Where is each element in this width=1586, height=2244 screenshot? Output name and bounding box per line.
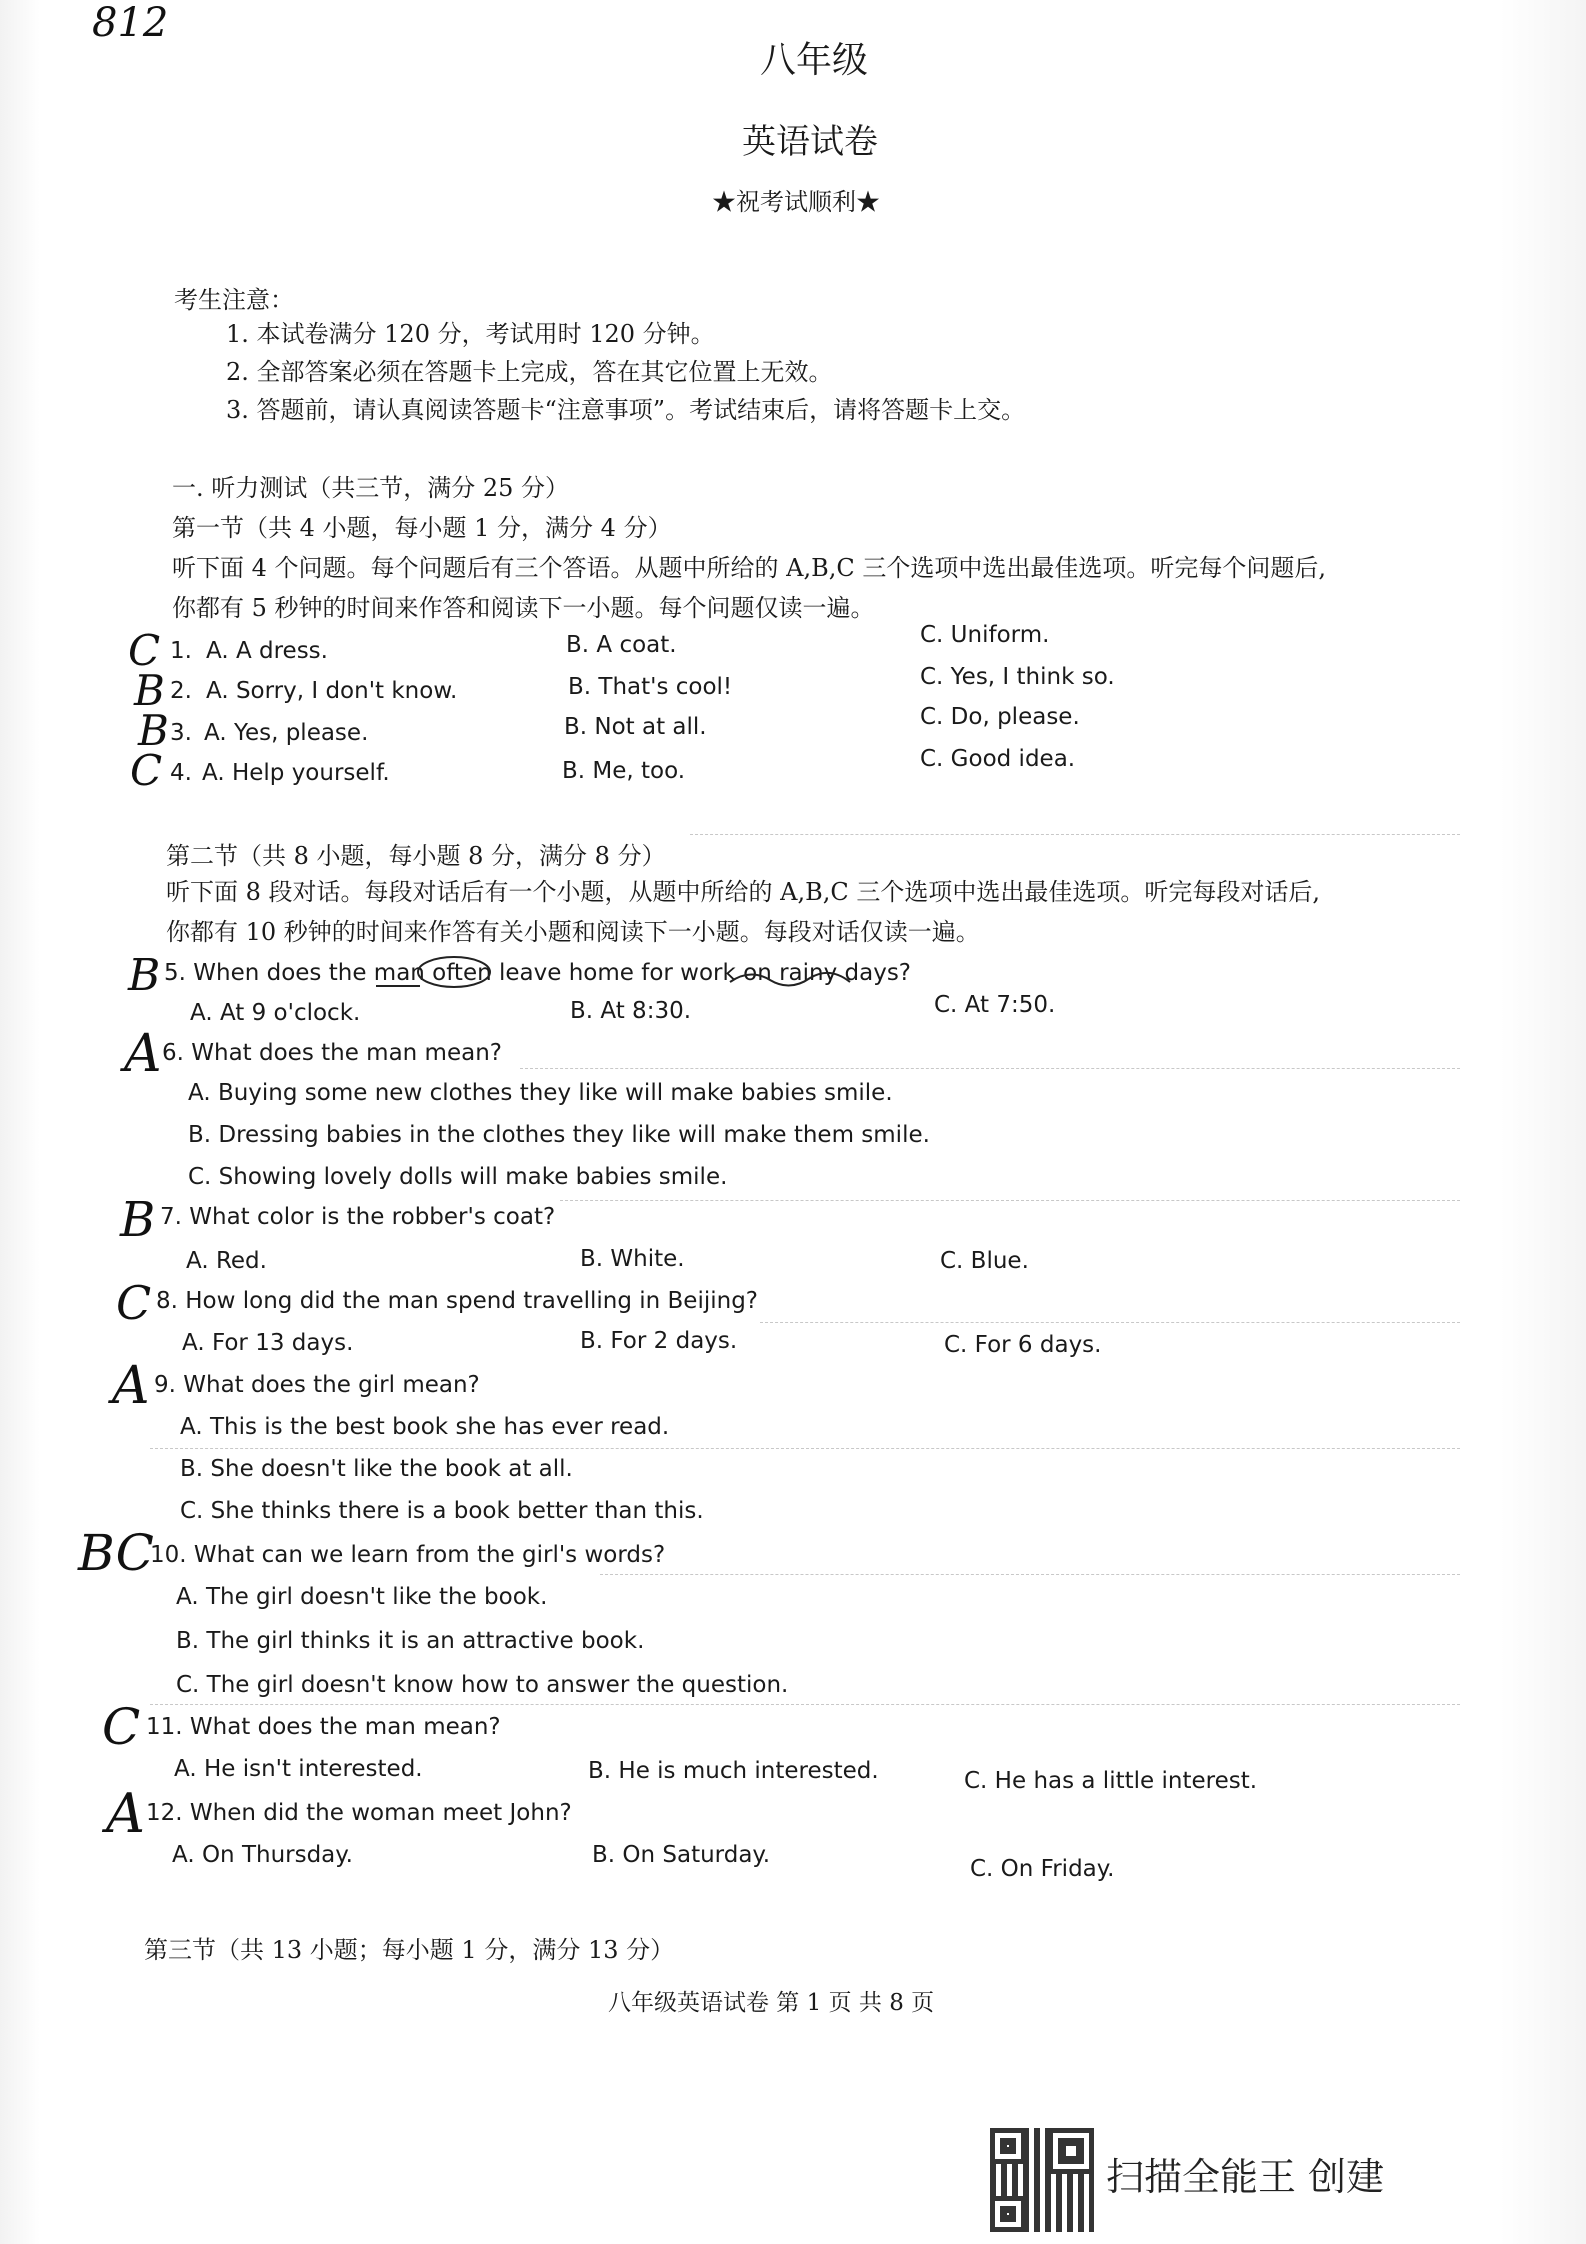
page-footer: 八年级英语试卷 第 1 页 共 8 页 [608,1990,935,2016]
q12-option-b: B. On Saturday. [592,1842,771,1868]
divider [150,1448,1460,1449]
q9-stem: 9. What does the girl mean? [154,1372,480,1398]
q8-stem: 8. How long did the man spend travelling in Beijing? [156,1288,759,1314]
answer-mark-q5: B [128,950,161,1001]
divider [560,1200,1460,1201]
bleed-through-text [1230,60,1238,90]
q7-stem: 7. What color is the robber's coat? [160,1204,556,1230]
section1-instruction-1: 听下面 4 个问题。每个问题后有三个答语。从题中所给的 A,B,C 三个选项中选出最佳选项。听完每个问题后, [172,554,1327,582]
answer-mark-q2: B [134,666,165,715]
q5-option-b: B. At 8:30. [570,998,692,1024]
qr-code-icon [990,2128,1094,2232]
q11-option-c: C. He has a little interest. [964,1768,1258,1794]
corner-note: 812 [92,0,169,46]
grade-title: 八年级 [760,40,869,81]
divider [690,834,1460,835]
q8-option-a: A. For 13 days. [182,1330,354,1356]
q10-option-c: C. The girl doesn't know how to answer the question. [176,1672,789,1698]
notice-heading: 考生注意： [174,286,294,314]
q11-option-a: A. He isn't interested. [174,1756,423,1782]
answer-mark-q10: BC [78,1524,154,1582]
answer-mark-q11: C [102,1698,141,1756]
q6-option-c: C. Showing lovely dolls will make babies smile. [188,1164,728,1190]
q2-option-b: B. That's cool! [568,674,733,700]
q12-stem: 12. When did the woman meet John? [146,1800,572,1826]
scanner-watermark: 扫描全能王 创建 [1106,2155,1385,2199]
section2-heading: 第二节（共 8 小题，每小题 8 分，满分 8 分） [166,842,666,870]
divider [600,1574,1460,1575]
q3-number: 3. [170,720,192,746]
q6-stem: 6. What does the man mean? [162,1040,502,1066]
answer-mark-q8: C [116,1276,152,1330]
q2-option-c: C. Yes, I think so. [920,664,1115,690]
answer-mark-q1: C [128,626,161,675]
q12-option-c: C. On Friday. [970,1856,1115,1882]
q8-option-c: C. For 6 days. [944,1332,1102,1358]
section3-heading: 第三节（共 13 小题；每小题 1 分，满分 13 分） [144,1936,675,1964]
q7-option-a: A. Red. [186,1248,267,1274]
q3-option-b: B. Not at all. [564,714,707,740]
section2-instruction-2: 你都有 10 秒钟的时间来作答有关小题和阅读下一小题。每段对话仅读一遍。 [166,918,980,946]
q1-option-b: B. A coat. [566,632,677,658]
q7-option-b: B. White. [580,1246,685,1272]
notice-item-1: 1. 本试卷满分 120 分，考试用时 120 分钟。 [226,320,715,348]
section1-heading: 第一节（共 4 小题，每小题 1 分，满分 4 分） [172,514,672,542]
answer-mark-q3: B [138,706,169,755]
q4-option-c: C. Good idea. [920,746,1076,772]
q4-option-a: A. Help yourself. [202,760,390,786]
q9-option-a: A. This is the best book she has ever read. [180,1414,670,1440]
q4-option-b: B. Me, too. [562,758,686,784]
answer-mark-q7: B [120,1192,156,1248]
q9-option-b: B. She doesn't like the book at all. [180,1456,573,1482]
q6-option-a: A. Buying some new clothes they like will make babies smile. [188,1080,893,1106]
q10-stem: 10. What can we learn from the girl's words? [150,1542,666,1568]
q1-option-a: A. A dress. [206,638,328,664]
divider [760,1322,1460,1323]
q9-option-c: C. She thinks there is a book better than this. [180,1498,704,1524]
q8-option-b: B. For 2 days. [580,1328,738,1354]
notice-item-3: 3. 答题前，请认真阅读答题卡“注意事项”。考试结束后，请将答题卡上交。 [226,396,1026,424]
q11-stem: 11. What does the man mean? [146,1714,501,1740]
q2-number: 2. [170,678,192,704]
section1-instruction-2: 你都有 5 秒钟的时间来作答和阅读下一小题。每个问题仅读一遍。 [172,594,875,622]
answer-mark-q12: A [106,1782,145,1845]
divider [150,1704,1460,1705]
q2-option-a: A. Sorry, I don't know. [206,678,458,704]
q3-option-a: A. Yes, please. [204,720,369,746]
divider [520,1068,1460,1069]
q6-option-b: B. Dressing babies in the clothes they like will make them smile. [188,1122,930,1148]
q7-option-c: C. Blue. [940,1248,1029,1274]
q5-option-c: C. At 7:50. [934,992,1056,1018]
answer-mark-q4: C [130,746,163,795]
answer-mark-q9: A [112,1356,150,1416]
q5-option-a: A. At 9 o'clock. [190,1000,361,1026]
q4-number: 4. [170,760,192,786]
exam-title: 英语试卷 [742,122,878,162]
answer-mark-q6: A [124,1024,162,1084]
notice-item-2: 2. 全部答案必须在答题卡上完成，答在其它位置上无效。 [226,358,833,386]
q11-option-b: B. He is much interested. [588,1758,879,1784]
q10-option-b: B. The girl thinks it is an attractive book. [176,1628,645,1654]
q12-option-a: A. On Thursday. [172,1842,353,1868]
blessing: ★祝考试顺利★ [712,188,880,216]
q3-option-c: C. Do, please. [920,704,1080,730]
section2-instruction-1: 听下面 8 段对话。每段对话后有一个小题，从题中所给的 A,B,C 三个选项中选出最佳选项。听完每段对话后, [166,878,1321,906]
q1-number: 1. [170,638,192,664]
q10-option-a: A. The girl doesn't like the book. [176,1584,548,1610]
q5-handwritten-annotation [370,952,890,998]
q1-option-c: C. Uniform. [920,622,1050,648]
q5-stem: 5. When does the man often leave home for work on rainy days? [164,960,912,986]
part1-heading: 一. 听力测试（共三节，满分 25 分） [172,474,570,502]
